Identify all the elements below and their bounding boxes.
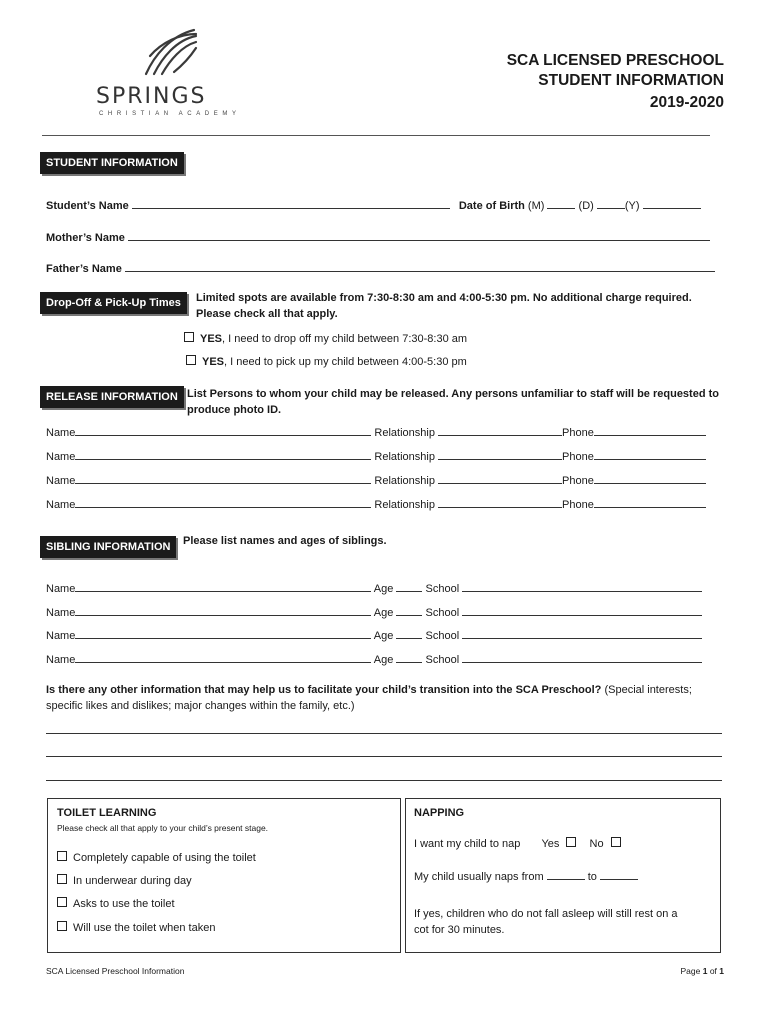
release-person-row [46,425,706,439]
toilet-checkbox[interactable] [57,897,67,907]
release-name-field[interactable] [75,497,371,508]
release-relationship-field[interactable] [438,425,562,436]
dropoff-note-line1: Limited spots are available from 7:30-8:30 am and 4:00-5:30 pm. No additional charge required. [196,292,692,304]
student-name-label: Student’s Name [46,200,129,212]
napping-box [405,798,721,953]
sibling-age-label: Age [373,583,394,595]
nap-no-label: No [589,838,604,850]
release-relationship-field[interactable] [438,473,562,484]
release-relationship-field[interactable] [438,497,562,508]
release-phone-field[interactable] [594,473,706,484]
toilet-option-label: Will use the toilet when taken [73,922,216,934]
toilet-learning-title: TOILET LEARNING [57,807,157,819]
student-name-field[interactable] [132,198,450,209]
release-relationship-label: Relationship [374,499,435,511]
sibling-age-field[interactable] [396,628,422,639]
sibling-age-field[interactable] [396,605,422,616]
page-total: 1 [719,966,724,976]
transition-question-bold: Is there any other information that may help us to facilitate your child’s transition into the SCA Preschool? [46,684,602,696]
release-name-label: Name [46,451,76,463]
sibling-school-field[interactable] [462,581,702,592]
toilet-learning-box [47,798,401,953]
dropoff-checkbox[interactable] [184,332,194,342]
release-person-row [46,473,706,487]
sibling-school-label: School [425,583,460,595]
release-relationship-label: Relationship [374,451,435,463]
toilet-checkbox[interactable] [57,851,67,861]
dropoff-option [184,332,467,345]
sibling-age-label: Age [373,654,394,666]
nap-to-label: to [587,871,597,883]
sibling-age-field[interactable] [396,581,422,592]
sibling-name-label: Name [46,654,76,666]
sibling-note: Please list names and ages of siblings. [183,535,387,547]
release-phone-field[interactable] [594,497,706,508]
nap-yes-checkbox[interactable] [566,837,576,847]
pickup-option [186,355,467,368]
toilet-option [57,874,192,887]
nap-from-field[interactable] [547,869,585,880]
globe-swoosh-icon [140,26,200,78]
dob-label: Date of Birth [458,200,525,212]
sibling-row [46,605,702,619]
pickup-checkbox[interactable] [186,355,196,365]
logo-tagline: CHRISTIAN ACADEMY [99,111,241,117]
transition-question [46,684,692,696]
father-name-field[interactable] [125,261,715,272]
release-relationship-label: Relationship [374,475,435,487]
page-of: of [707,966,720,976]
release-relationship-label: Relationship [374,427,435,439]
dropoff-note-line2: Please check all that apply. [196,308,338,320]
student-information-tag: STUDENT INFORMATION [40,152,184,174]
toilet-checkbox[interactable] [57,874,67,884]
release-phone-label: Phone [562,499,594,511]
sibling-name-field[interactable] [75,581,371,592]
nap-rest-note-line1: If yes, children who do not fall asleep will still rest on a [414,908,678,920]
toilet-option [57,851,256,864]
toilet-option [57,921,215,934]
father-name-row [46,261,715,275]
nap-yes-label: Yes [541,838,560,850]
page-prefix: Page [680,966,703,976]
toilet-option-label: In underwear during day [73,875,192,887]
toilet-learning-subtitle: Please check all that apply to your child’s present stage. [57,823,269,833]
transition-question-line2: specific likes and dislikes; major changes within the family, etc.) [46,700,355,712]
release-note-line1: List Persons to whom your child may be released. Any persons unfamiliar to staff will be requested to [187,388,719,400]
dob-day-label: (D) [578,200,594,212]
sibling-school-label: School [425,607,460,619]
transition-answer-line-1[interactable] [46,733,722,734]
dropoff-option-text: , I need to drop off my child between 7:30-8:30 am [222,333,468,345]
dropoff-pickup-tag: Drop-Off & Pick-Up Times [40,292,187,314]
nap-no-checkbox[interactable] [611,837,621,847]
dob-month-field[interactable] [547,198,575,209]
pickup-yes-label: YES [202,356,225,368]
release-name-label: Name [46,475,76,487]
dob-month-label: (M) [527,200,545,212]
release-information-tag: RELEASE INFORMATION [40,386,184,408]
dob-year-label: (Y) [624,200,640,212]
release-person-row [46,449,706,463]
release-name-label: Name [46,499,76,511]
toilet-option-label: Asks to use the toilet [73,898,175,910]
footer-page-number [681,966,725,976]
release-name-label: Name [46,427,76,439]
page-current: 1 [702,966,708,976]
sibling-row [46,581,702,595]
sibling-name-label: Name [46,583,76,595]
release-phone-label: Phone [562,451,594,463]
toilet-option-label: Completely capable of using the toilet [73,852,256,864]
nap-rest-note-line2: cot for 30 minutes. [414,924,505,936]
toilet-checkbox[interactable] [57,921,67,931]
release-phone-label: Phone [562,427,594,439]
release-name-field[interactable] [75,473,371,484]
student-name-row [46,198,701,212]
release-name-field[interactable] [75,449,371,460]
mother-name-field[interactable] [128,230,710,241]
transition-answer-line-2[interactable] [46,756,722,757]
sibling-age-field[interactable] [396,652,422,663]
header-title-line1: SCA LICENSED PRESCHOOL [506,52,724,69]
sibling-school-label: School [425,630,460,642]
dropoff-yes-label: YES [200,333,223,345]
nap-to-field[interactable] [600,869,638,880]
nap-preference-row [414,837,627,850]
sibling-school-label: School [425,654,460,666]
sibling-name-field[interactable] [75,628,371,639]
sibling-name-label: Name [46,607,76,619]
footer-doc-title: SCA Licensed Preschool Information [46,966,185,976]
sibling-school-field[interactable] [462,628,702,639]
sibling-school-field[interactable] [462,605,702,616]
sibling-name-field[interactable] [75,652,371,663]
transition-question-tail: (Special interests; [604,684,692,696]
release-phone-field[interactable] [594,449,706,460]
release-phone-field[interactable] [594,425,706,436]
header-divider [42,135,710,136]
mother-name-row [46,230,710,244]
sibling-information-tag: SIBLING INFORMATION [40,536,176,558]
father-name-label: Father’s Name [46,263,122,275]
sibling-age-label: Age [373,630,394,642]
dob-year-field[interactable] [643,198,701,209]
release-name-field[interactable] [75,425,371,436]
sibling-row [46,652,702,666]
release-phone-label: Phone [562,475,594,487]
sibling-age-label: Age [373,607,394,619]
logo-brand: SPRINGS [96,84,207,109]
sibling-school-field[interactable] [462,652,702,663]
transition-answer-line-3[interactable] [46,780,722,781]
release-person-row [46,497,706,511]
release-relationship-field[interactable] [438,449,562,460]
nap-times-row [414,869,638,883]
toilet-option [57,897,175,910]
dob-day-field[interactable] [597,198,625,209]
release-note-line2: produce photo ID. [187,404,282,416]
nap-from-label: My child usually naps from [414,871,544,883]
napping-title: NAPPING [414,807,465,819]
sibling-name-label: Name [46,630,76,642]
nap-preference-label: I want my child to nap [414,838,521,850]
pickup-option-text: , I need to pick up my child between 4:00-5:30 pm [224,356,467,368]
sibling-name-field[interactable] [75,605,371,616]
springs-logo [96,26,246,118]
header-year: 2019-2020 [649,94,724,111]
mother-name-label: Mother’s Name [46,232,125,244]
sibling-row [46,628,702,642]
header-title-line2: STUDENT INFORMATION [538,72,724,89]
